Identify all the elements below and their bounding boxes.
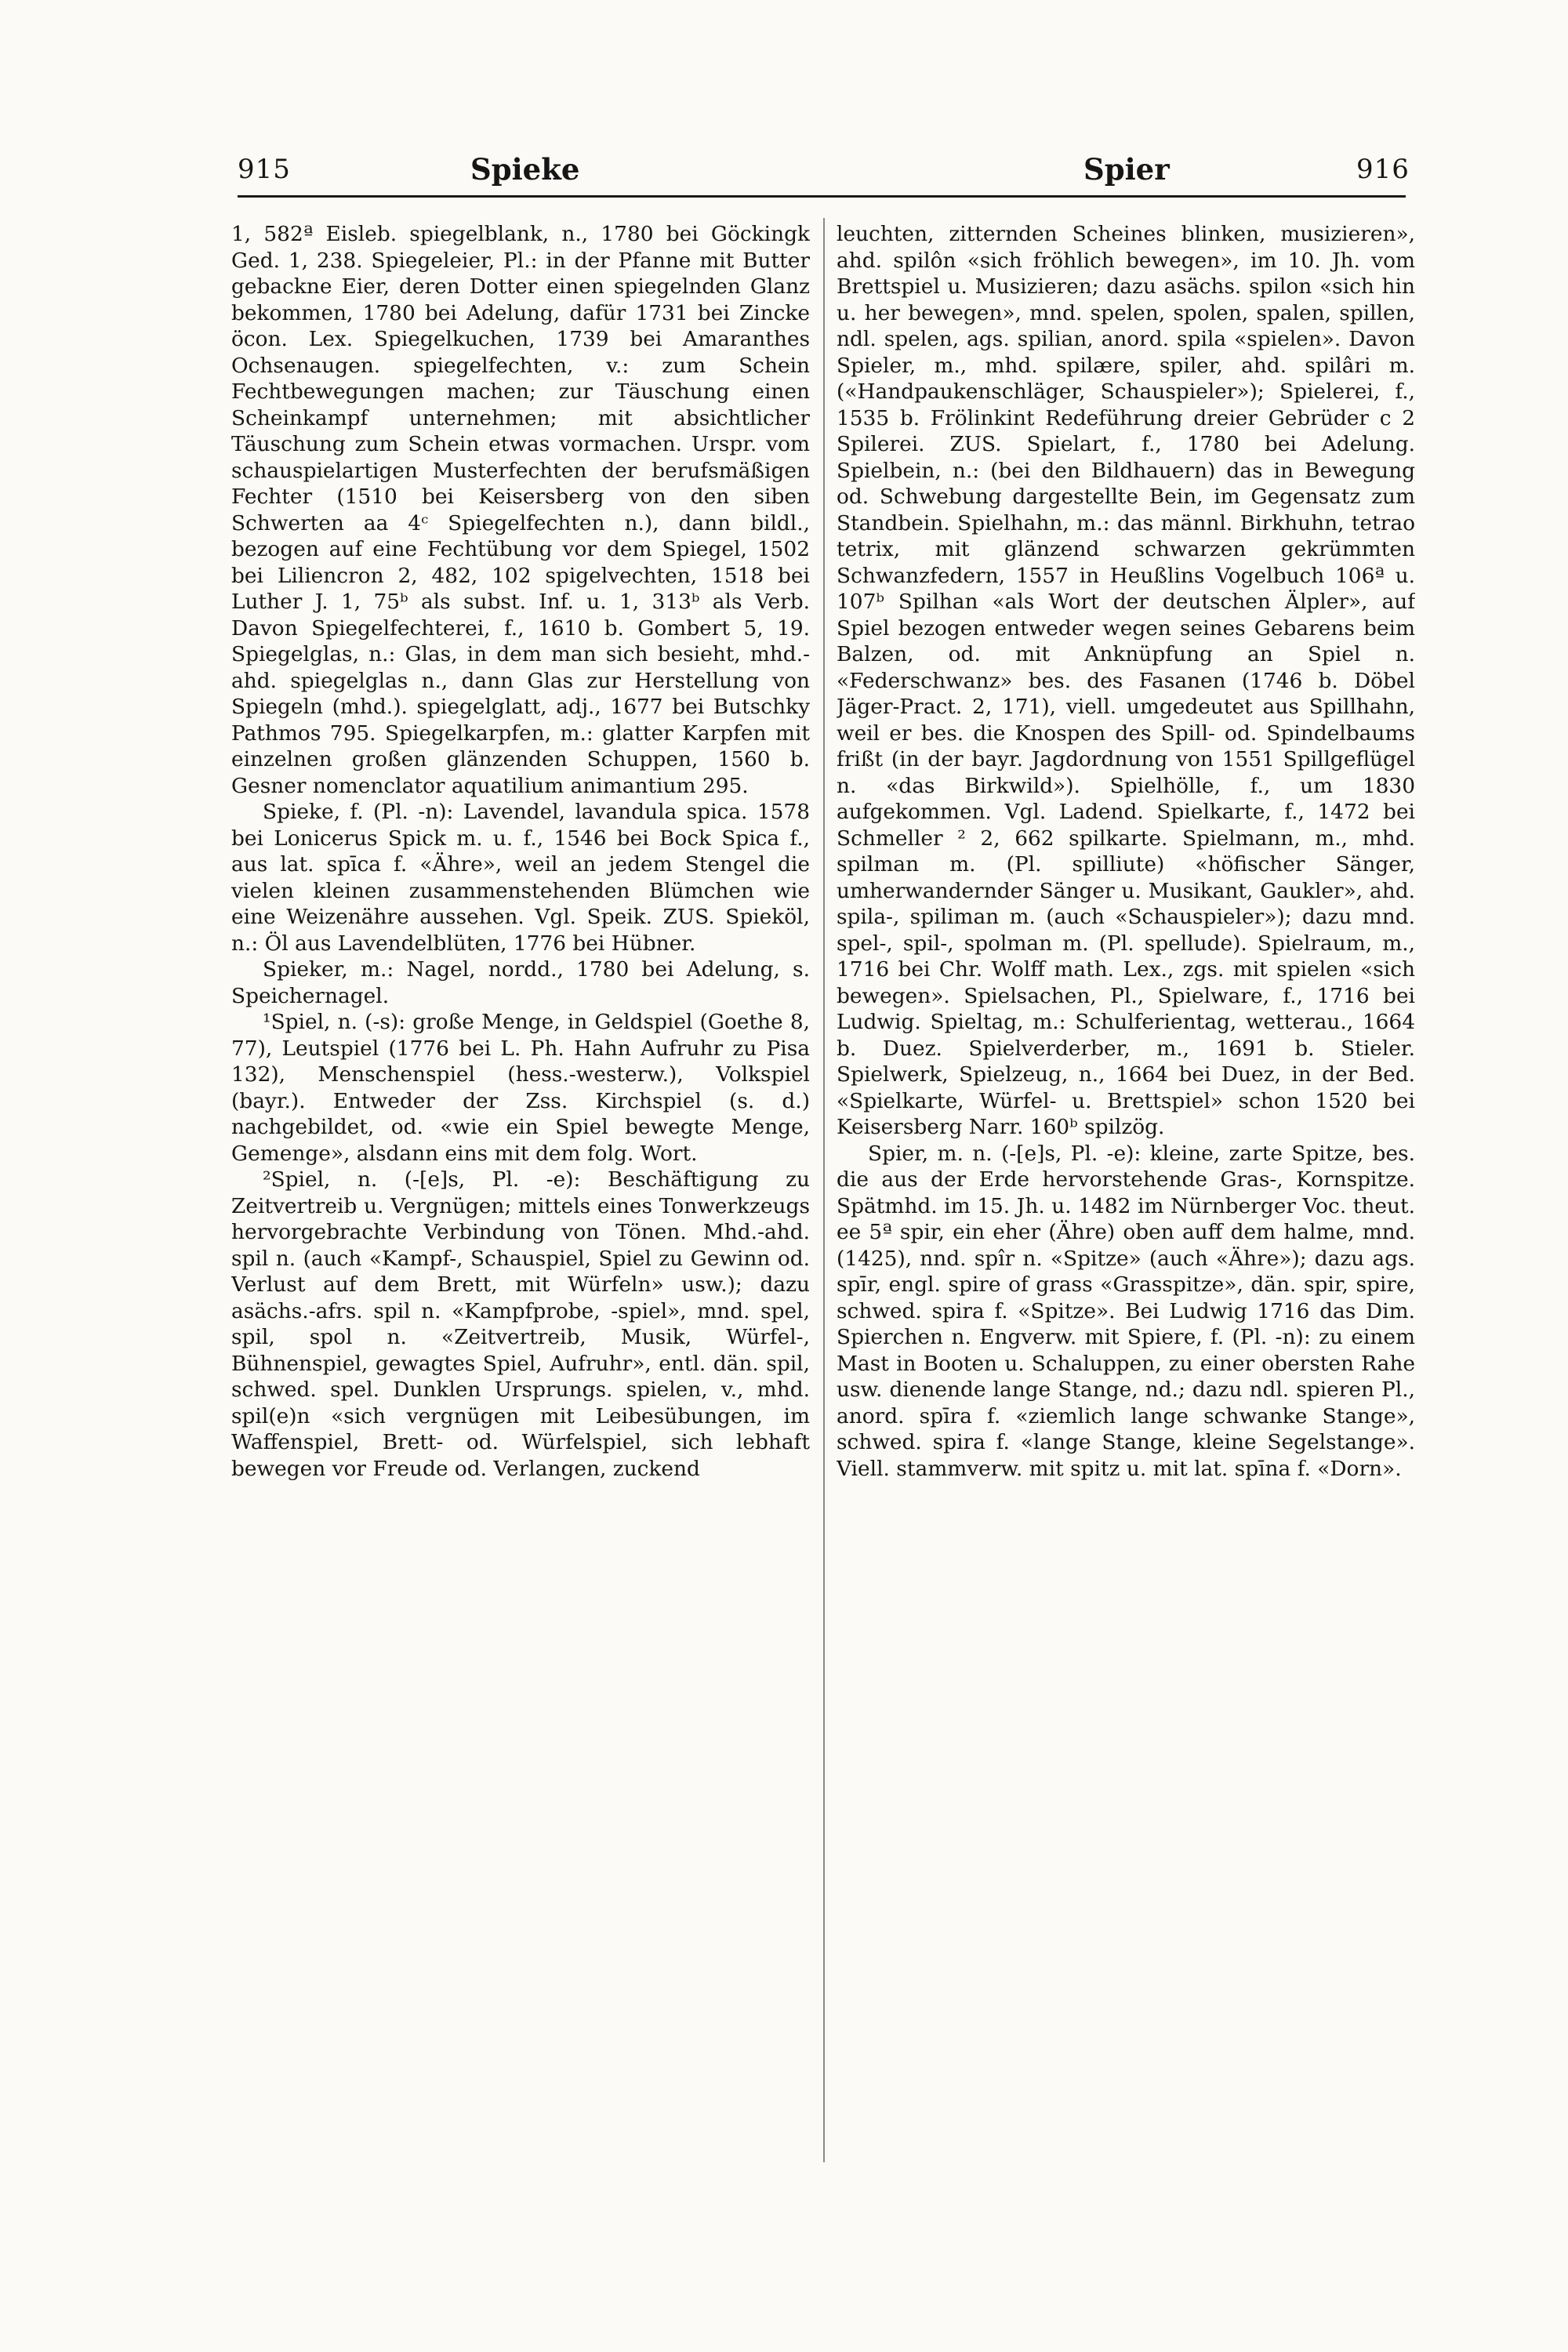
column-divider <box>823 218 825 2162</box>
entry-spiegel-cont: 1, 582ª Eisleb. spiegelblank, n., 1780 bei Göckingk Ged. 1, 238. Spiegeleier, Pl.: in der Pfanne mit Butter gebackne Eier, deren Dotter einen spiegelnden Glanz bekommen, 1780 bei Adelung, dafür 1731 bei Zincke öcon. Lex. Spiegelkuchen, 1739 bei Amaranthes Ochsenaugen. spiegelfechten, v.: zum Schein Fechtbewegungen machen; zur Täuschung einen Scheinkampf unternehmen; mit absichtlicher Täuschung zum Schein etwas vormachen. Urspr. vom schauspielartigen Musterfechten der berufsmäßigen Fechter (1510 bei Keisersberg von den siben Schwerten aa 4ᶜ Spiegelfechten n.), dann bildl., bezogen auf eine Fechtübung vor dem Spiegel, 1502 bei Liliencron 2, 482, 102 spigelvechten, 1518 bei Luther J. 1, 75ᵇ als subst. Inf. u. 1, 313ᵇ als Verb. Davon Spiegelfechterei, f., 1610 b. Gombert 5, 19. Spiegelglas, n.: Glas, in dem man sich besieht, mhd.-ahd. spiegelglas n., dann Glas zur Herstellung von Spiegeln (mhd.). spiegelglatt, adj., 1677 bei Butschky Pathmos 795. Spiegelkarpfen, m.: glatter Karpfen mit einzelnen großen glänzenden Schuppen, 1560 b. Gesner nomenclator aquatilium animantium 295. <box>231 222 810 798</box>
left-column <box>231 221 810 2150</box>
header-rule <box>238 195 1406 198</box>
entry-spier: Spier, m. n. (-[e]s, Pl. -e): kleine, zarte Spitze, bes. die aus der Erde hervorstehende Gras-, Kornspitze. Spätmhd. im 15. Jh. u. 1482 im Nürnberger Voc. theut. ee 5ª spir, ein eher (Ähre) oben auff dem halme, mnd. (1425), nnd. spîr n. «Spitze» (auch «Ähre»); dazu ags. spīr, engl. spire of grass «Grasspitze», dän. spir, spire, schwed. spira f. «Spitze». Bei Ludwig 1716 das Dim. Spierchen n. Engverw. mit Spiere, f. (Pl. -n): zu einem Mast in Booten u. Schaluppen, zu einer obersten Rahe usw. dienende lange Stange, nd.; dazu ndl. spieren Pl., anord. spīra f. «ziemlich lange schwanke Stange», schwed. spira f. «lange Stange, kleine Segelstange». Viell. stammverw. mit spitz u. mit lat. spīna f. «Dorn». <box>837 1141 1415 1481</box>
entry-spiel-2-cont: leuchten, zitternden Scheines blinken, musizieren», ahd. spilôn «sich fröhlich bewegen», im 10. Jh. vom Brettspiel u. Musizieren; dazu asächs. spilon «sich hin u. her bewegen», mnd. spelen, spolen, spalen, spillen, ndl. spelen, ags. spilian, anord. spila «spielen». Davon Spieler, m., mhd. spilære, spiler, ahd. spilâri m. («Handpaukenschläger, Schauspieler»); Spielerei, f., 1535 b. Frölinkint Redeführung dreier Gebrüder c 2 Spilerei. ZUS. Spielart, f., 1780 bei Adelung. Spielbein, n.: (bei den Bildhauern) das in Bewegung od. Schwebung dargestellte Bein, im Gegensatz zum Standbein. Spielhahn, m.: das männl. Birkhuhn, tetrao tetrix, mit glänzend schwarzen gekrümmten Schwanzfedern, 1557 in Heußlins Vogelbuch 106ª u. 107ᵇ Spilhan «als Wort der deutschen Älpler», auf Spiel bezogen entweder wegen seines Gebarens beim Balzen, od. mit Anknüpfung an Spiel n. «Federschwanz» bes. des Fasanen (1746 b. Döbel Jäger-Pract. 2, 171), viell. umgedeutet aus Spillhahn, weil er bes. die Knospen des Spill- od. Spindelbaums frißt (in der bayr. Jagdordnung von 1551 Spillgeflügel n. «das Birkwild»). Spielhölle, f., um 1830 aufgekommen. Vgl. Ladend. Spielkarte, f., 1472 bei Schmeller ² 2, 662 spilkarte. Spielmann, m., mhd. spilman m. (Pl. spilliute) «höfischer Sänger, umherwandernder Sänger u. Musikant, Gaukler», ahd. spila-, spiliman m. (auch «Schauspieler»); dazu mnd. spel-, spil-, spolman m. (Pl. spellude). Spielraum, m., 1716 bei Chr. Wolff math. Lex., zgs. mit spielen «sich bewegen». Spielsachen, Pl., Spielware, f., 1716 bei Ludwig. Spieltag, m.: Schulferientag, wetterau., 1664 b. Duez. Spielverderber, m., 1691 b. Stieler. Spielwerk, Spielzeug, n., 1664 bei Duez, in der Bed. «Spielkarte, Würfel- u. Brettspiel» schon 1520 bei Keisersberg Narr. 160ᵇ spilzög. <box>837 222 1415 1139</box>
entry-spiel-1: ¹Spiel, n. (-s): große Menge, in Geldspiel (Goethe 8, 77), Leutspiel (1776 bei L. Ph. Hahn Aufruhr zu Pisa 132), Menschenspiel (hess.-westerw.), Volkspiel (bayr.). Entweder der Zss. Kirchspiel (s. d.) nachgebildet, od. «wie ein Spiel bewegte Menge, Gemenge», alsdann eins mit dem folg. Wort. <box>231 1010 810 1166</box>
left-page-number: 915 <box>238 154 291 185</box>
right-page-number: 916 <box>1356 154 1410 185</box>
entry-spieker: Spieker, m.: Nagel, nordd., 1780 bei Adelung, s. Speichernagel. <box>231 957 810 1008</box>
entry-spieke: Spieke, f. (Pl. -n): Lavendel, lavandula spica. 1578 bei Lonicerus Spick m. u. f., 1546 bei Bock Spica f., aus lat. spīca f. «Ähre», weil an jedem Stengel die vielen kleinen zusammenstehenden Blümchen wie eine Weizenähre aussehen. Vgl. Speik. ZUS. Spieköl, n.: Öl aus Lavendelblüten, 1776 bei Hübner. <box>231 800 810 956</box>
right-running-head: Spier <box>1083 152 1170 187</box>
left-running-head: Spieke <box>470 152 580 187</box>
entry-spiel-2: ²Spiel, n. (-[e]s, Pl. -e): Beschäftigung zu Zeitvertreib u. Vergnügen; mittels eines Tonwerkzeugs hervorgebrachte Verbindung von Tönen. Mhd.-ahd. spil n. (auch «Kampf-, Schauspiel, Spiel zu Gewinn od. Verlust auf dem Brett, mit Würfeln» usw.); dazu asächs.-afrs. spil n. «Kampfprobe, -spiel», mnd. spel, spil, spol n. «Zeitvertreib, Musik, Würfel-, Bühnenspiel, gewagtes Spiel, Aufruhr», entl. dän. spil, schwed. spel. Dunklen Ursprungs. spielen, v., mhd. spil(e)n «sich vergnügen mit Leibesübungen, im Waffenspiel, Brett- od. Würfelspiel, sich lebhaft bewegen vor Freude od. Verlangen, zuckend <box>231 1167 810 1481</box>
right-column <box>837 221 1415 2150</box>
